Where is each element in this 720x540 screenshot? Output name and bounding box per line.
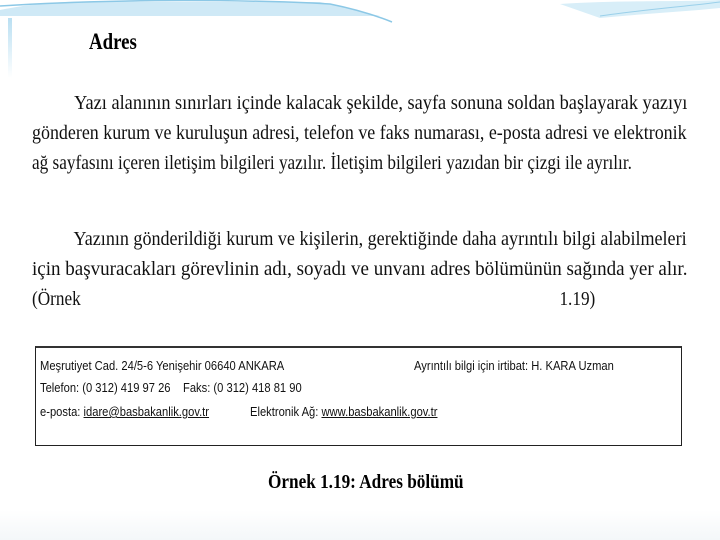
address-fax: Faks: (0 312) 418 81 90 xyxy=(182,380,302,395)
paragraph-line: Yazının gönderildiği kurum ve kişilerin, gerektiğinde daha ayrıntılı bilgi alabilmeleri xyxy=(73,228,687,250)
paragraph-line: (Örnek 1.19) xyxy=(32,288,596,310)
paragraph-line: ağ sayfasını içeren iletişim bilgileri yazılır. İletişim bilgileri yazıdan bir çizgi ile ayrılır. xyxy=(32,152,632,174)
address-phone: Telefon: (0 312) 419 97 26 xyxy=(40,380,171,395)
paragraph-contact-rule xyxy=(32,224,687,314)
address-web-row xyxy=(250,404,437,420)
paragraph-line: Yazı alanının sınırları içinde kalacak şekilde, sayfa sonuna soldan başlayarak yazıyı xyxy=(74,92,688,114)
paragraph-address-rule xyxy=(32,88,687,178)
section-title: Adres xyxy=(89,29,137,54)
left-accent-bar xyxy=(8,18,12,78)
paragraph-line: gönderen kurum ve kuruluşun adresi, telefon ve faks numarası, e-posta adresi ve elektronik xyxy=(32,122,687,144)
address-web-label: Elektronik Ağ: xyxy=(250,404,319,419)
address-email-label: e-posta: xyxy=(40,404,81,419)
address-web: www.basbakanlik.gov.tr xyxy=(321,404,438,419)
address-email-row xyxy=(40,404,209,420)
address-contact-person: Ayrıntılı bilgi için irtibat: H. KARA Uzman xyxy=(414,358,614,373)
bottom-shade xyxy=(0,510,720,540)
figure-caption: Örnek 1.19: Adres bölümü xyxy=(268,471,464,493)
top-wave-right xyxy=(560,0,720,18)
paragraph-line: için başvuracakları görevlinin adı, soyadı ve unvanı adres bölümünün sağında yer alır. xyxy=(32,258,688,280)
address-phone-fax-row xyxy=(40,380,302,396)
address-email: idare@basbakanlik.gov.tr xyxy=(83,404,210,419)
address-example-box xyxy=(35,346,682,446)
address-street: Meşrutiyet Cad. 24/5-6 Yenişehir 06640 ANKARA xyxy=(40,358,285,373)
